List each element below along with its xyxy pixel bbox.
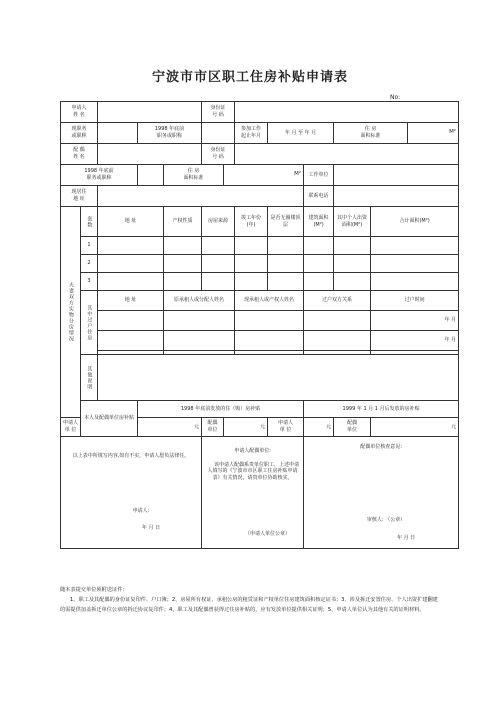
other-notes-label: 其他说明 [81, 355, 98, 401]
year-label-2: 年 [304, 129, 310, 136]
title-1998-field[interactable] [202, 123, 235, 144]
housing-header-source: 房屋来源 [202, 207, 235, 237]
spouse-id-label: 身份证 号 码 [202, 144, 235, 165]
year-label: 年 [284, 129, 290, 136]
housing-row-cell[interactable] [371, 255, 459, 273]
applicant-id-label: 身份证 号 码 [202, 102, 235, 123]
transfer-row-cell[interactable] [235, 311, 304, 331]
housing-row-cell[interactable] [235, 237, 268, 255]
title-1998-label: 1998 年底前 职务或职称 [138, 123, 202, 144]
subsidy-after-1999-label: 1999 年 1 月 1 月后发放的房补贴 [304, 401, 459, 418]
auditor-label: 审核人: [366, 517, 384, 524]
housing-header-address: 地 址 [98, 207, 164, 237]
spouse-unit-seal: （申请人单位公章） [245, 530, 291, 537]
transfer-header-relation: 过户双方关系 [304, 291, 371, 311]
auditor-line [306, 517, 456, 524]
housing-row-cell[interactable] [164, 273, 202, 291]
housing-row-cell[interactable] [334, 255, 371, 273]
applicant-name-label: 申请人 姓 名 [61, 102, 98, 123]
housing-row-cell[interactable] [268, 255, 304, 273]
housing-row-cell[interactable] [235, 273, 268, 291]
transfer-row-address[interactable] [98, 331, 164, 351]
spouse-unit-text: 该申请人配偶系贵单位职工，上述申请人填写的《宁波市市区职工住房补贴申请表》有关情况，请贵单位协助核实。 [207, 461, 300, 481]
spouse-unit-request[interactable] [202, 437, 304, 549]
housing-row-cell[interactable] [371, 237, 459, 255]
housing-row-cell[interactable] [202, 255, 235, 273]
notes-heading: 随本表提交单位须附送证件： [60, 587, 128, 593]
form-title: 宁波市市区职工住房补贴申请表 [151, 70, 348, 85]
transfer-header-address: 地 址 [98, 291, 164, 311]
transfer-header-original-holder: 原承租人或分配人姓名 [164, 291, 235, 311]
work-start-label: 参加工作 起止年月 [235, 123, 268, 144]
housing-row-number: 1 [81, 237, 98, 255]
housing-header-top-floor: 是否无圈楼顶层 [268, 207, 304, 237]
spouse-name-label: 配 偶 姓 名 [61, 144, 98, 165]
subsidy-spouse-amount-2[interactable]: 元 [371, 418, 459, 437]
housing-row-address[interactable] [98, 255, 164, 273]
spouse-unit-title: 申请人配偶单位: [234, 448, 271, 454]
verification-date: 年 月 日 [396, 534, 416, 541]
transfer-row-cell[interactable] [304, 331, 371, 351]
housing-row-cell[interactable] [268, 237, 304, 255]
subsidy-applicant-amount-2[interactable]: 元 [304, 418, 334, 437]
housing-header-personal-area: 其中个人出资面积(M²) [334, 207, 371, 237]
spouse-housing-standard-unit[interactable]: M² [224, 165, 304, 186]
phone-field[interactable] [334, 186, 459, 207]
workplace-label: 工作单位 [304, 165, 334, 186]
transfer-row-date[interactable]: 年 月 [371, 331, 459, 351]
housing-row-cell[interactable] [334, 273, 371, 291]
address-field[interactable] [98, 186, 304, 207]
subsidy-applicant-unit-label-2: 申请人 单 位 [268, 418, 304, 437]
transfer-header-current-holder: 现承租人或产权人姓名 [235, 291, 304, 311]
housing-header-completion-year: 竣工年份(年) [235, 207, 268, 237]
transfer-row-cell[interactable] [235, 331, 304, 351]
housing-header-count: 套数 [81, 207, 98, 237]
subsidy-applicant-amount[interactable]: 元 [138, 418, 202, 437]
housing-row-cell[interactable] [202, 273, 235, 291]
applicant-date: 年 月 日 [141, 525, 161, 532]
subsidy-spouse-unit-label-2: 配偶 单位 [334, 418, 371, 437]
subsidy-application-form [60, 101, 459, 549]
seal-label: （公章） [385, 517, 406, 524]
housing-row-cell[interactable] [334, 237, 371, 255]
notes-text: 1、职工及其配偶的身份证复印件、户口簿；2、房屋所有权证，承租公房的租赁证和产权单位住房建筑面积核定证书；3、涉及拆迁安置住房、个人出资扩建翻建的需提供加盖拆迁单位公章的拆迁协议复印件；4、职工及其配偶曾获得过住房补贴的，应有发放单位提供相关证明；5、申请人单位认为其他有关的证明材料。 [60, 596, 438, 613]
housing-header-ownership: 产权性质 [164, 207, 202, 237]
current-title-label: 现职务 或职称 [61, 123, 98, 144]
spouse-unit-verification[interactable] [304, 437, 459, 549]
housing-standard-label: 住 房 面积标准 [334, 123, 408, 144]
transfer-row-cell[interactable] [304, 311, 371, 331]
transfer-row-date[interactable]: 年 月 [371, 311, 459, 331]
spouse-title-1998-field[interactable] [138, 165, 164, 186]
housing-section-label: 夫妻双方实物分房情况 [61, 207, 81, 418]
phone-label: 联系电话 [304, 186, 334, 207]
housing-standard-unit[interactable]: M² [408, 123, 459, 144]
applicant-id-field[interactable] [235, 102, 459, 123]
serial-number-label: No: [390, 94, 401, 101]
applicant-name-field[interactable] [98, 102, 202, 123]
housing-row-cell[interactable] [304, 255, 334, 273]
verification-title: 配偶单位核查意见: [360, 443, 402, 450]
applicant-declaration-text: 以上表中所填写内容,如有不实，申请人愿负法律任。 [72, 453, 190, 460]
subsidy-spouse-unit-label: 配偶 单位 [202, 418, 224, 437]
address-label: 现居住 地 址 [61, 186, 98, 207]
spouse-title-1998-label: 1998 年底前 职务或职称 [61, 165, 138, 186]
housing-row-cell[interactable] [268, 273, 304, 291]
subsidy-label: 本人及配偶单位房补贴 [81, 401, 138, 437]
housing-row-cell[interactable] [202, 237, 235, 255]
housing-row-cell[interactable] [235, 255, 268, 273]
current-title-field[interactable] [98, 123, 138, 144]
subsidy-spouse-amount[interactable]: 元 [224, 418, 268, 437]
housing-row-address[interactable] [98, 237, 164, 255]
spouse-name-field[interactable] [98, 144, 202, 165]
month-label: 月 [291, 129, 297, 136]
housing-row-number: 2 [81, 255, 98, 273]
housing-row-address[interactable] [98, 273, 164, 291]
other-notes-field[interactable] [98, 355, 459, 401]
transfer-row-address[interactable] [98, 311, 164, 331]
housing-row-cell[interactable] [304, 237, 334, 255]
transfer-section-label: 其中过户住房 [81, 291, 98, 355]
housing-row-cell[interactable] [304, 273, 334, 291]
work-period-field[interactable] [268, 123, 334, 144]
applicant-declaration[interactable] [61, 437, 202, 549]
transfer-row-cell[interactable] [164, 331, 235, 351]
spouse-id-field[interactable] [235, 144, 459, 165]
subsidy-applicant-unit-label: 申请人 单 位 [61, 418, 81, 437]
transfer-header-time: 过户时间 [371, 291, 459, 311]
attachment-notes [60, 586, 440, 616]
applicant-signature-label: 申请人: [132, 507, 150, 514]
spouse-housing-standard-label: 住 房 面积标准 [164, 165, 224, 186]
housing-row-number: 3 [81, 273, 98, 291]
housing-row-cell[interactable] [371, 273, 459, 291]
housing-row-cell[interactable] [164, 237, 202, 255]
housing-header-floor-area: 建筑面积(M²) [304, 207, 334, 237]
housing-header-total-area: 合计面积(M²) [371, 207, 459, 237]
month-label-2: 月 [311, 129, 317, 136]
subsidy-before-1999-label: 1998 年底前发放的住（购）房补贴 [138, 401, 304, 418]
housing-row-cell[interactable] [164, 255, 202, 273]
to-label: 至 [298, 129, 304, 136]
transfer-row-cell[interactable] [164, 311, 235, 331]
workplace-field[interactable] [334, 165, 459, 186]
